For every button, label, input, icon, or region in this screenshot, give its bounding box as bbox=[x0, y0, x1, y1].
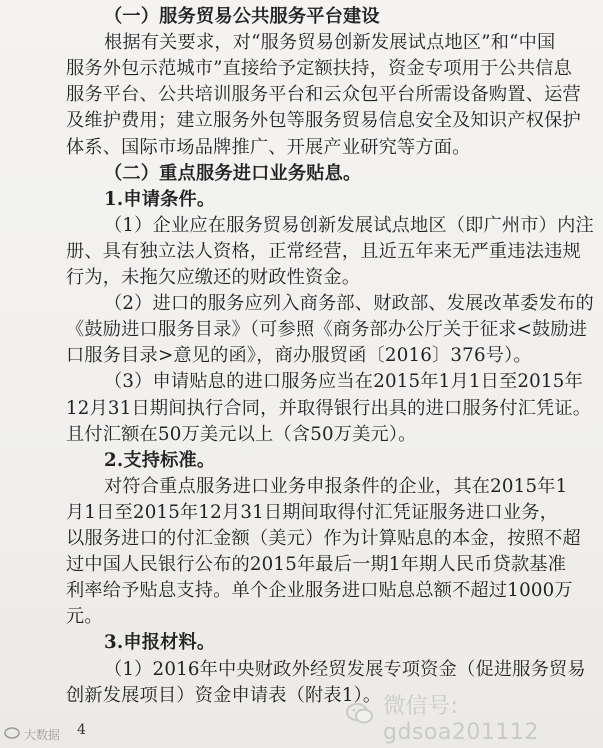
paragraph-line: 对符合重点服务进口业务申报条件的企业，其在2015年1 bbox=[104, 475, 568, 497]
section-heading-public-platform: （一）服务贸易公共服务平台建设 bbox=[104, 6, 380, 27]
paragraph-line: （1）2016年中央财政外经贸发展专项资金（促进服务贸易 bbox=[104, 658, 586, 680]
paragraph-line: 服务平台、公共培训服务平台和云众包平台所需设备购置、运营 bbox=[66, 84, 581, 106]
section-heading-import-subsidy: （二）重点服务进口业务贴息。 bbox=[104, 162, 362, 184]
paragraph-line: 利率给予贴息支持。单个企业服务进口贴息总额不超过1000万 bbox=[66, 580, 573, 602]
paragraph-line: 12月31日期间执行合同，并取得银行出具的进口服务付汇凭证。 bbox=[66, 397, 592, 419]
paragraph-line: 元。 bbox=[66, 606, 103, 628]
subheading-conditions: 1.申请条件。 bbox=[104, 188, 216, 210]
page-number: 4 bbox=[77, 722, 86, 738]
wechat-watermark bbox=[345, 694, 603, 745]
ring-logo-icon bbox=[3, 726, 21, 743]
wechat-icon bbox=[345, 701, 375, 733]
paragraph-line: 创新发展项目）资金申请表（附表1）。 bbox=[66, 684, 382, 706]
paragraph-line: 及维护费用；建立服务外包等服务贸易信息安全及知识产权保护 bbox=[66, 110, 581, 132]
paragraph-line: 根据有关要求，对“服务贸易创新发展试点地区”和“中国 bbox=[104, 32, 556, 54]
paragraph-line: 行为，未拖欠应缴还的财政性资金。 bbox=[66, 267, 361, 288]
paragraph-line: 册、具有独立法人资格，正常经营，且近五年来无严重违法违规 bbox=[66, 240, 581, 262]
paragraph-line: （1）企业应在服务贸易创新发展试点地区（即广州市）内注 bbox=[104, 214, 594, 236]
paragraph-line: 且付汇额在50万美元以上（含50万美元）。 bbox=[66, 423, 417, 445]
paragraph-line: 过中国人民银行公布的2015年最后一期1年期人民币贷款基准 bbox=[66, 554, 567, 576]
paragraph-line: （2）进口的服务应列入商务部、财政部、发展改革委发布的 bbox=[104, 293, 594, 315]
subheading-standards: 2.支持标准。 bbox=[104, 449, 216, 471]
paragraph-line: 体系、国际市场品牌推广、开展产业研究等方面。 bbox=[66, 136, 471, 158]
paragraph-line: （3）申请贴息的进口服务应当在2015年1月1日至2015年 bbox=[104, 371, 583, 393]
subheading-materials: 3.申报材料。 bbox=[104, 632, 216, 654]
paragraph-line: 口服务目录>意见的函》，商办服贸函〔2016〕376号）。 bbox=[66, 345, 532, 367]
corner-watermark bbox=[3, 724, 60, 744]
paragraph-line: 月1日至2015年12月31日期间取得付汇凭证服务进口业务， bbox=[66, 501, 559, 523]
wechat-id-label: 微信号: gdsoa201112 bbox=[383, 694, 539, 745]
corner-watermark-label: 大数据 bbox=[24, 727, 61, 742]
paragraph-line: 《鼓励进口服务目录》（可参照《商务部办公厅关于征求<鼓励进 bbox=[66, 319, 588, 341]
paragraph-line: 以服务进口的付汇金额（美元）作为计算贴息的本金，按照不超 bbox=[66, 528, 581, 549]
paragraph-line: 服务外包示范城市”直接给予定额扶持，资金专项用于公共信息 bbox=[66, 58, 572, 80]
